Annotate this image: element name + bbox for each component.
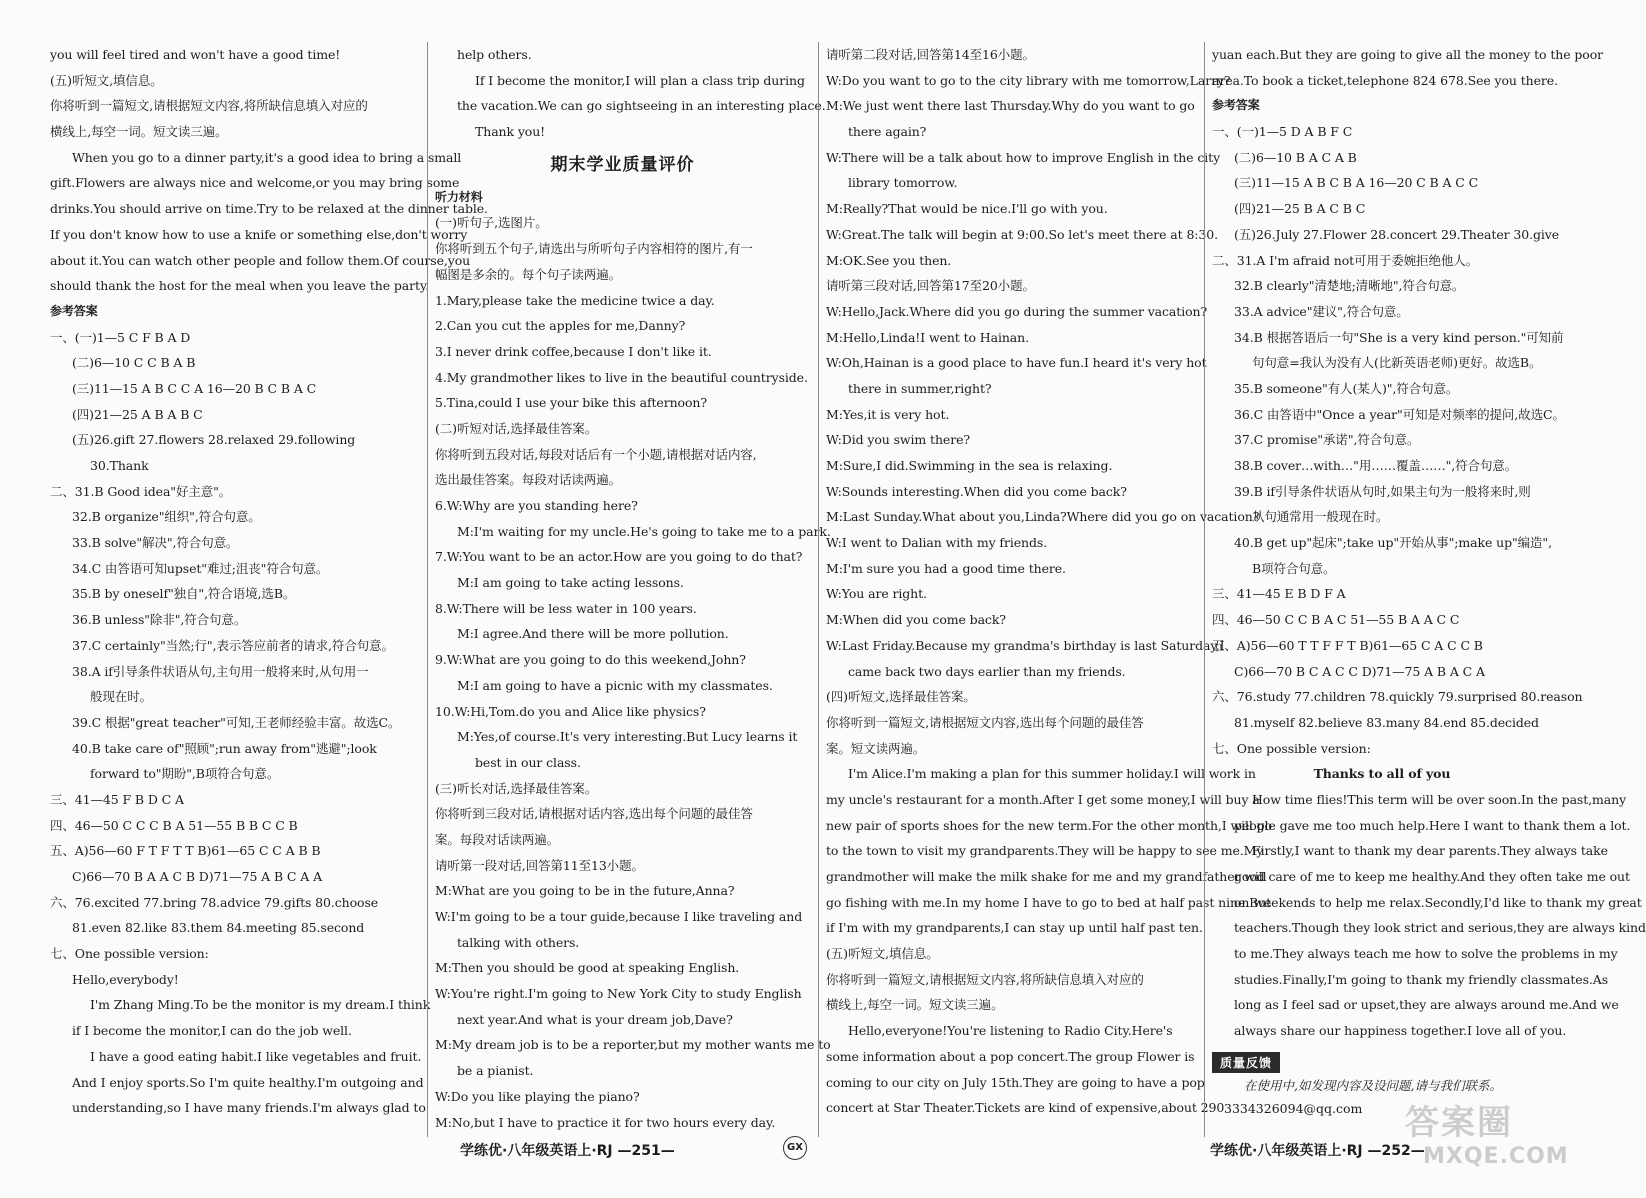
text-line: M:OK.See you then.: [826, 252, 952, 268]
text-line: 9.W:What are you going to do this weekend,John?: [435, 652, 746, 668]
text-line: 七、One possible version:: [1212, 740, 1371, 756]
text-line: 一、(一)1—5 C F B A D: [50, 329, 191, 345]
text-line: 4.My grandmother likes to live in the beautiful countryside.: [435, 369, 808, 385]
text-line: to the town to visit my grandparents.They will be happy to see me.My: [826, 843, 1264, 859]
text-line: 横线上,每空一词。短文读三遍。: [50, 124, 228, 140]
text-line: 七、One possible version:: [50, 946, 209, 962]
text-line: 36.C 由答语中"Once a year"可知是对频率的提问,故选C。: [1234, 406, 1565, 422]
text-line: M:I'm sure you had a good time there.: [826, 560, 1066, 576]
text-line: C)66—70 B A A C B D)71—75 A B C A A: [72, 869, 322, 884]
text-line: M:We just went there last Thursday.Why do you want to go: [826, 98, 1195, 114]
text-line: always share our happiness together.I love all of you.: [1234, 1023, 1567, 1039]
text-line: people gave me too much help.Here I want to thank them a lot.: [1234, 817, 1631, 833]
text-line: 5.Tina,could I use your bike this afternoon?: [435, 395, 707, 411]
text-line: M:Last Sunday.What about you,Linda?Where did you go on vacation?: [826, 509, 1260, 525]
text-line: there again?: [848, 124, 927, 140]
text-line: M:When did you come back?: [826, 612, 1006, 628]
text-line: I'm Alice.I'm making a plan for this summer holiday.I will work in: [848, 766, 1256, 782]
text-line: 般现在时。: [90, 689, 153, 705]
text-line: Thanks to all of you: [1313, 766, 1451, 782]
text-line: 6.W:Why are you standing here?: [435, 498, 638, 513]
footer-right-page-number: 学练优·八年级英语上·RJ —252—: [1210, 1143, 1425, 1159]
column-2: [435, 42, 831, 1132]
watermark-logo: [1405, 1095, 1575, 1185]
text-line: M:Hello,Linda!I went to Hainan.: [826, 329, 1029, 345]
text-line: Hello,everyone!You're listening to Radio City.Here's: [848, 1023, 1173, 1039]
text-line: 横线上,每空一词。短文读三遍。: [826, 997, 1004, 1013]
text-line: (三)听长对话,选择最佳答案。: [435, 780, 598, 796]
text-line: new pair of sports shoes for the new term.For the other month,I will go: [826, 817, 1272, 833]
text-line: M:Really?That would be nice.I'll go with you.: [826, 201, 1108, 217]
text-line: 30.Thank: [90, 458, 149, 473]
text-line: W:Do you want to go to the city library with me tomorrow,Larry?: [826, 72, 1231, 88]
text-line: if I become the monitor,I can do the job well.: [72, 1023, 352, 1039]
text-line: if I'm with my grandparents,I can stay up until half past ten.: [826, 920, 1203, 936]
text-line: W:Did you swim there?: [826, 432, 970, 448]
text-line: (四)21—25 A B A B C: [72, 406, 203, 422]
text-line: M:I am going to take acting lessons.: [457, 575, 684, 591]
text-line: M:Yes,it is very hot.: [826, 406, 950, 422]
text-line: 81.even 82.like 83.them 84.meeting 85.second: [72, 920, 365, 936]
text-line: 五、A)56—60 F T F T T B)61—65 C C A B B: [50, 843, 321, 859]
text-line: 34.C 由答语可知upset"难过;沮丧"符合句意。: [72, 560, 329, 576]
text-line: 案。每段对话读两遍。: [435, 831, 560, 847]
text-line: (一)听句子,选图片。: [435, 215, 548, 231]
text-line: 你将听到五个句子,请选出与所听句子内容相符的图片,有一: [435, 241, 753, 257]
text-line: 3.I never drink coffee,because I don't like it.: [435, 343, 712, 359]
watermark-title: 答案圈: [1405, 1103, 1513, 1143]
text-line: 三、41—45 F B D C A: [50, 791, 184, 807]
text-line: 一、(一)1—5 D A B F C: [1212, 124, 1353, 140]
text-line: 38.A if引导条件状语从句,主句用一般将来时,从句用一: [72, 663, 369, 679]
text-line: (四)听短文,选择最佳答案。: [826, 689, 976, 705]
text-line: long as I feel sad or upset,they are always around me.And we: [1234, 997, 1619, 1013]
text-line: understanding,so I have many friends.I'm always glad to: [72, 1100, 426, 1116]
text-line: When you go to a dinner party,it's a good idea to bring a small: [72, 149, 462, 165]
text-line: 从句通常用一般现在时。: [1252, 509, 1389, 525]
text-line: 听力材料: [435, 189, 483, 204]
text-line: talking with others.: [457, 934, 580, 950]
text-line: W:Do you like playing the piano?: [435, 1088, 640, 1104]
text-line: (五)26.gift 27.flowers 28.relaxed 29.following: [72, 432, 356, 448]
text-line: Hello,everybody!: [72, 971, 179, 987]
text-line: (三)11—15 A B C C A 16—20 B C B A C: [72, 380, 317, 396]
text-line: 35.B by oneself"独自",符合语境,选B。: [72, 586, 296, 602]
text-line: 你将听到五段对话,每段对话后有一个小题,请根据对话内容,: [435, 446, 757, 462]
text-line: M:I agree.And there will be more pollution.: [457, 626, 729, 642]
text-line: M:My dream job is to be a reporter,but my mother wants me to: [435, 1037, 831, 1053]
text-line: W:Last Friday.Because my grandma's birthday is last Saturday,I: [826, 637, 1225, 653]
text-line: 二、31.A I'm afraid not可用于委婉拒绝他人。: [1212, 252, 1479, 268]
text-line: 8.W:There will be less water in 100 years.: [435, 600, 697, 616]
text-line: 38.B cover…with…"用……覆盖……",符合句意。: [1234, 458, 1518, 473]
text-line: 三、41—45 E B D F A: [1212, 586, 1346, 602]
column-divider: [427, 42, 428, 1137]
text-line: 请听第一段对话,回答第11至13小题。: [435, 857, 644, 873]
text-line: 六、76.excited 77.bring 78.advice 79.gifts 80.choose: [50, 894, 379, 910]
text-line: 参考答案: [50, 303, 98, 318]
gx-logo-mark: GX: [783, 1136, 807, 1160]
text-line: 期末学业质量评价: [550, 154, 695, 175]
text-line: 你将听到三段对话,请根据对话内容,选出每个问题的最佳答: [435, 806, 753, 822]
text-line: I have a good eating habit.I like vegetables and fruit.: [90, 1048, 422, 1064]
text-line: W:You're right.I'm going to New York City to study English: [435, 986, 802, 1002]
text-line: Thank you!: [475, 124, 546, 140]
text-line: best in our class.: [475, 754, 581, 770]
text-line: help others.: [457, 47, 532, 62]
text-line: (四)21—25 B A C B C: [1234, 201, 1366, 217]
text-line: teachers.Though they look strict and serious,they are always kind: [1234, 920, 1646, 936]
text-line: next year.And what is your dream job,Dave?: [457, 1011, 733, 1027]
text-line: How time flies!This term will be over soon.In the past,many: [1252, 791, 1627, 807]
text-line: 40.B take care of"照顾";run away from"逃避";look: [72, 740, 377, 756]
text-line: 37.C promise"承诺",符合句意。: [1234, 432, 1420, 448]
text-line: M:Sure,I did.Swimming in the sea is relaxing.: [826, 458, 1113, 473]
text-line: (五)听短文,填信息。: [50, 72, 163, 88]
text-line: go fishing with me.In my home I have to go to bed at half past nine.But: [826, 894, 1272, 910]
text-line: the vacation.We can go sightseeing in an interesting place.: [457, 98, 826, 114]
text-line: area.To book a ticket,telephone 824 678.See you there.: [1212, 72, 1558, 88]
text-line: W:Oh,Hainan is a good place to have fun.I heard it's very hot: [826, 355, 1207, 371]
text-line: 35.B someone"有人(某人)",符合句意。: [1234, 380, 1459, 396]
text-line: came back two days earlier than my friends.: [848, 663, 1126, 679]
text-line: library tomorrow.: [848, 175, 958, 191]
text-line: 你将听到一篇短文,请根据短文内容,将所缺信息填入对应的: [50, 98, 368, 114]
text-line: grandmother will make the milk shake for me and my grandfather will: [826, 869, 1267, 884]
text-line: 四、46—50 C C C B A 51—55 B B C C B: [50, 817, 298, 833]
text-line: 32.B organize"组织",符合句意。: [72, 509, 261, 525]
text-line: 句句意=我认为没有人(比新英语老师)更好。故选B。: [1252, 355, 1542, 371]
text-line: 39.B if引导条件状语从句时,如果主句为一般将来时,则: [1234, 483, 1531, 499]
text-line: on weekends to help me relax.Secondly,I'd like to thank my great: [1234, 894, 1642, 910]
feedback-badge: 质量反馈: [1212, 1052, 1280, 1073]
text-line: concert at Star Theater.Tickets are kind of expensive,about 290: [826, 1100, 1225, 1116]
text-line: some information about a pop concert.The group Flower is: [826, 1048, 1195, 1064]
text-line: B项符合句意。: [1252, 560, 1336, 576]
text-line: W:I went to Dalian with my friends.: [826, 535, 1048, 551]
text-line: M:I'm waiting for my uncle.He's going to take me to a park.: [457, 523, 831, 539]
footer-left-page-number: 学练优·八年级英语上·RJ —251—: [460, 1143, 675, 1159]
text-line: (五)26.July 27.Flower 28.concert 29.Theater 30.give: [1234, 226, 1559, 242]
text-line: 参考答案: [1212, 98, 1260, 113]
text-line: 2.Can you cut the apples for me,Danny?: [435, 318, 686, 334]
text-line: 四、46—50 C C B A C 51—55 B A A C C: [1212, 612, 1460, 628]
text-line: W:There will be a talk about how to improve English in the city: [826, 149, 1221, 165]
text-line: 五、A)56—60 T T F F T B)61—65 C A C C B: [1212, 637, 1483, 653]
text-line: 六、76.study 77.children 78.quickly 79.surprised 80.reason: [1212, 689, 1583, 705]
text-line: 请听第三段对话,回答第17至20小题。: [826, 278, 1035, 294]
text-line: should thank the host for the meal when you leave the party.: [50, 278, 430, 294]
text-line: 33.A advice"建议",符合句意。: [1234, 303, 1409, 319]
text-line: 二、31.B Good idea"好主意"。: [50, 483, 232, 499]
text-line: C)66—70 B C A C C D)71—75 A B A C A: [1234, 663, 1485, 679]
column-4-lines: [1212, 42, 1646, 1044]
text-line: 32.B clearly"清楚地;清晰地",符合句意。: [1234, 278, 1465, 294]
text-line: M:No,but I have to practice it for two hours every day.: [435, 1114, 776, 1130]
text-line: gift.Flowers are always nice and welcome,or you may bring some: [50, 175, 460, 191]
text-line: W:I'm going to be a tour guide,because I like traveling and: [435, 909, 803, 924]
text-line: 你将听到一篇短文,请根据短文内容,将所缺信息填入对应的: [826, 971, 1144, 987]
text-line: I'm Zhang Ming.To be the monitor is my dream.I think: [90, 997, 431, 1013]
text-line: (三)11—15 A B C B A 16—20 C B A C C: [1234, 175, 1479, 191]
text-line: (二)6—10 B A C A B: [1234, 149, 1357, 165]
column-divider: [818, 42, 819, 1137]
text-line: W:Hello,Jack.Where did you go during the summer vacation?: [826, 303, 1208, 319]
text-line: you will feel tired and won't have a good time!: [50, 47, 341, 62]
text-line: W:You are right.: [826, 586, 927, 602]
text-line: (五)听短文,填信息。: [826, 946, 939, 962]
text-line: 选出最佳答案。每段对话读两遍。: [435, 472, 622, 488]
text-line: 34.B 根据答语后一句"She is a very kind person."可知前: [1234, 329, 1564, 345]
text-line: 40.B get up"起床";take up"开始从事";make up"编造",: [1234, 535, 1552, 551]
text-line: And I enjoy sports.So I'm quite healthy.I'm outgoing and: [72, 1074, 424, 1090]
text-line: 案。短文读两遍。: [826, 740, 926, 756]
text-line: (二)6—10 C C B A B: [72, 355, 196, 371]
text-line: Firstly,I want to thank my dear parents.They always take: [1252, 843, 1608, 859]
text-line: forward to"期盼",B项符合句意。: [90, 766, 280, 782]
text-line: about it.You can watch other people and follow them.Of course,you: [50, 252, 471, 268]
text-line: 幅图是多余的。每个句子读两遍。: [435, 266, 622, 282]
text-line: studies.Finally,I'm going to thank my friendly classmates.As: [1234, 971, 1609, 987]
text-line: my uncle's restaurant for a month.After I get some money,I will buy a: [826, 791, 1260, 807]
feedback-email[interactable]: 3334326094@qq.com: [1224, 1100, 1363, 1116]
watermark-url: MXQE.COM: [1423, 1144, 1569, 1169]
text-line: If you don't know how to use a knife or something else,don't worry: [50, 226, 468, 242]
text-line: drinks.You should arrive on time.Try to be relaxed at the dinner table.: [50, 201, 488, 217]
text-line: 37.C certainly"当然;行",表示答应前者的请求,符合句意。: [72, 637, 394, 653]
text-line: M:What are you going to be in the future,Anna?: [435, 883, 735, 899]
text-line: 81.myself 82.believe 83.many 84.end 85.decided: [1234, 714, 1539, 730]
text-line: 33.B solve"解决",符合句意。: [72, 535, 239, 551]
text-line: 请听第二段对话,回答第14至16小题。: [826, 47, 1035, 62]
text-line: M:Then you should be good at speaking English.: [435, 960, 740, 976]
text-line: 36.B unless"除非",符合句意。: [72, 612, 247, 628]
text-line: M:I am going to have a picnic with my classmates.: [457, 677, 773, 693]
text-line: W:Sounds interesting.When did you come back?: [826, 483, 1127, 499]
text-line: coming to our city on July 15th.They are going to have a pop: [826, 1074, 1205, 1090]
text-line: good care of me to keep me healthy.And they often take me out: [1234, 869, 1630, 884]
text-line: there in summer,right?: [848, 380, 992, 396]
text-line: be a pianist.: [457, 1063, 534, 1079]
column-divider: [1204, 42, 1205, 1137]
text-line: 39.C 根据"great teacher"可知,王老师经验丰富。故选C。: [72, 714, 401, 730]
text-line: 1.Mary,please take the medicine twice a day.: [435, 292, 715, 308]
text-line: 你将听到一篇短文,请根据短文内容,选出每个问题的最佳答: [826, 714, 1144, 730]
column-4: [1212, 42, 1646, 1132]
feedback-text: 在使用中,如发现内容及设问题,请与我们联系。: [1244, 1077, 1502, 1093]
text-line: yuan each.But they are going to give all the money to the poor: [1212, 47, 1604, 62]
text-line: 10.W:Hi,Tom.do you and Alice like physics?: [435, 703, 706, 719]
text-line: to me.They always teach me how to solve the problems in my: [1234, 946, 1618, 962]
text-line: 7.W:You want to be an actor.How are you going to do that?: [435, 549, 803, 565]
text-line: M:Yes,of course.It's very interesting.But Lucy learns it: [457, 729, 798, 745]
text-line: W:Great.The talk will begin at 9:00.So let's meet there at 8:30.: [826, 226, 1219, 242]
text-line: If I become the monitor,I will plan a class trip during: [475, 72, 805, 88]
text-line: (二)听短对话,选择最佳答案。: [435, 420, 598, 436]
